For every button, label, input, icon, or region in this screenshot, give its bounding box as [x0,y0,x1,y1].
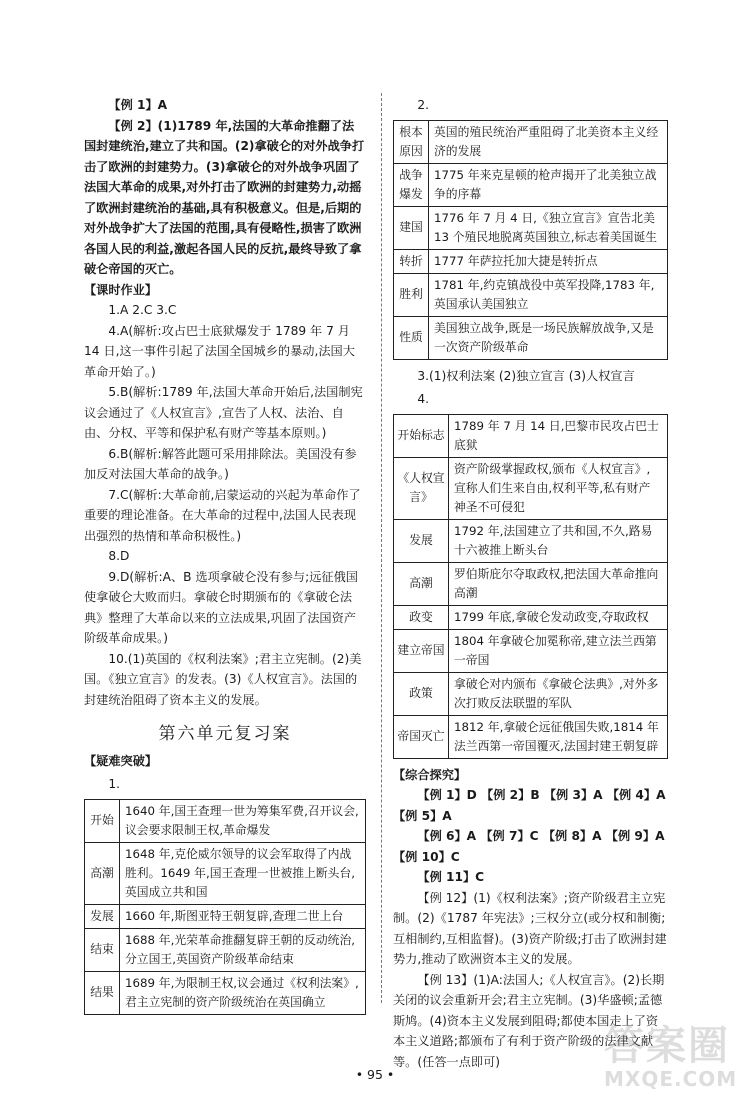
row-label: 结果 [85,971,120,1014]
column-divider [381,93,382,1003]
answer-line: 【例 13】(1)A:法国人;《人权宣言》。(2)长期关闭的议会重新开会;君主立宪制。(3)华盛顿;孟德斯鸠。(4)资本主义发展到阻碍;都使本国走上了资本主义道路;都颁布了有利于资产阶级的法律文献等。(任答一点即可) [393,972,665,1069]
table-row [85,971,366,1014]
row-label: 帝国灭亡 [394,715,449,758]
row-label: 发展 [394,519,449,562]
row-label: 胜利 [394,273,429,316]
answer-line: 【例 6】A 【例 7】C 【例 8】A 【例 9】A 【例 10】C [393,829,665,864]
answer-line: 【例 1】D 【例 2】B 【例 3】A 【例 4】A 【例 5】A [393,788,666,823]
row-label: 性质 [394,316,429,359]
table-row [394,605,668,629]
row-content: 1689 年,为限制王权,议会通过《权利法案》,君主立宪制的资产阶级统治在英国确立 [120,971,366,1014]
answer-line: 9.D(解析:A、B 选项拿破仑没有参与;远征俄国使拿破仑大败而归。拿破仑时期颁布的《拿破仑法典》整理了大革命以来的立法成果,巩固了法国资产阶级革命成果。) [84,569,358,645]
table-row [394,414,668,457]
table-row [394,457,668,519]
table-row [394,672,668,715]
answer-line: 5.B(解析:1789 年,法国大革命开始后,法国制宪议会通过了《人权宣言》,宣告了人权、法治、自由、分权、平等和保护私有财产等基本原则。) [84,385,363,440]
answer-line: 10.(1)英国的《权利法案》;君主立宪制。(2)美国。《独立宣言》的发表。(3)《人权宣言》。法国的封建统治阻碍了资本主义的发展。 [84,651,362,707]
row-content: 资产阶级掌握政权,颁布《人权宣言》,宣称人们生来自由,权利平等,私有财产神圣不可侵犯 [449,457,668,519]
table-row [394,562,668,605]
table-row [394,316,668,359]
row-content: 1781 年,约克镇战役中英军投降,1783 年,英国承认美国独立 [429,273,668,316]
row-label: 根本原因 [394,120,429,163]
row-content: 1775 年来克星顿的枪声揭开了北美独立战争的序幕 [429,163,668,206]
left-answer-lines [84,95,366,710]
answer-line: 【例 2】(1)1789 年,法国的大革命推翻了法国封建统治,建立了共和国。(2)拿破仑的对外战争打击了欧洲的封建势力。(3)拿破仑的对外战争巩固了法国大革命的成果,对外打击了欧洲的封建势力,动摇了欧洲封建统治的基础,具有积极意义。但是,后期的对外战争扩大了法国的范围,具有侵略性,损害了欧洲各国人民的利益,激起各国人民的反抗,最终导致了拿破仑帝国的灭亡。 [84,118,365,276]
watermark-logo [604,1022,738,1096]
answer-line: 4.A(解析:攻占巴士底狱爆发于 1789 年 7 月 14 日,这一事件引起了法国全国城乡的暴动,法国大革命开始了。) [84,323,355,379]
table-row [85,799,366,842]
table3-number: 4. [417,392,430,406]
table-row [394,206,668,249]
row-content: 1648 年,克伦威尔领导的议会军取得了内战胜利。1649 年,国王查理一世被推上断头台,英国成立共和国 [120,842,366,904]
row-content: 1640 年,国王查理一世为筹集军费,召开议会,议会要求限制王权,革命爆发 [120,799,366,842]
answer-line: 【例 12】(1)《权利法案》;资产阶级君主立宪制。(2)《1787 年宪法》;三权分立(或分权和制衡;互相制约,互相监督)。(3)资产阶级;打击了欧洲封建势力,推动了欧洲资本主义的发展。 [393,890,667,966]
row-content: 1660 年,斯图亚特王朝复辟,查理二世上台 [120,904,366,928]
row-content: 1792 年,法国建立了共和国,不久,路易十六被推上断头台 [449,519,668,562]
answer-line: 8.D [108,549,130,563]
table-row [394,273,668,316]
table1-number: 1. [108,777,121,791]
row-label: 政策 [394,672,449,715]
american-war-table [393,120,668,360]
row-label: 建国 [394,206,429,249]
watermark-bottom-text: MXQE.COM [604,1067,738,1091]
subhead-comprehensive: 【综合探究】 [393,767,467,782]
answer-line: 7.C(解析:大革命前,启蒙运动的兴起为革命作了重要的理论准备。在大革命的过程中,法国人民表现出强烈的热情和革命积极性。) [84,487,361,543]
row-label: 发展 [85,904,120,928]
table-row [394,629,668,672]
row-content: 1804 年拿破仑加冕称帝,建立法兰西第一帝国 [449,629,668,672]
answer-line: 【例 1】A [108,98,168,112]
row-label: 高潮 [394,562,449,605]
table-row [85,904,366,928]
item-3: 3.(1)权利法案 (2)独立宣言 (3)人权宣言 [417,368,635,383]
answer-line: 1.A 2.C 3.C [108,303,177,317]
left-column [84,95,366,1015]
french-revolution-table [393,414,668,759]
table-row [85,928,366,971]
section-title: 第六单元复习案 [158,724,292,744]
table2-number: 2. [417,98,430,112]
subhead-difficulty: 【疑难突破】 [84,753,158,768]
row-label: 开始 [85,799,120,842]
table-row [394,163,668,206]
table-row [394,519,668,562]
row-label: 结束 [85,928,120,971]
row-content: 1688 年,光荣革命推翻复辟王朝的反动统治,分立国王,英国资产阶级革命结束 [120,928,366,971]
row-content: 1789 年 7 月 14 日,巴黎市民攻占巴士底狱 [449,414,668,457]
row-label: 《人权宣言》 [394,457,449,519]
row-label: 建立帝国 [394,629,449,672]
row-content: 1776 年 7 月 4 日,《独立宣言》宣告北美 13 个殖民地脱离英国独立,标志着美国诞生 [429,206,668,249]
page-number: • 95 • [355,1067,395,1082]
row-content: 美国独立战争,既是一场民族解放战争,又是一次资产阶级革命 [429,316,668,359]
watermark-top-text: 答案圈 [604,1022,730,1069]
answer-line: 【例 11】C [417,870,485,884]
row-content: 拿破仑对内颁布《拿破仑法典》,对外多次打败反法联盟的军队 [449,672,668,715]
english-revolution-table [84,799,366,1015]
row-content: 罗伯斯庇尔夺取政权,把法国大革命推向高潮 [449,562,668,605]
right-column [393,95,668,1072]
answer-line: 【课时作业】 [84,282,158,297]
row-content: 英国的殖民统治严重阻碍了北美资本主义经济的发展 [429,120,668,163]
table-row [85,842,366,904]
row-content: 1812 年,拿破仑远征俄国失败,1814 年法兰西第一帝国覆灭,法国封建王朝复辟 [449,715,668,758]
row-label: 开始标志 [394,414,449,457]
table-row [394,715,668,758]
table-row [394,249,668,273]
table-row [394,120,668,163]
row-label: 战争爆发 [394,163,429,206]
row-content: 1777 年萨拉托加大捷是转折点 [429,249,668,273]
answer-line: 6.B(解析:解答此题可采用排除法。美国没有参加反对法国大革命的战争。) [84,446,357,481]
row-label: 政变 [394,605,449,629]
row-content: 1799 年底,拿破仑发动政变,夺取政权 [449,605,668,629]
row-label: 高潮 [85,842,120,904]
row-label: 转折 [394,249,429,273]
